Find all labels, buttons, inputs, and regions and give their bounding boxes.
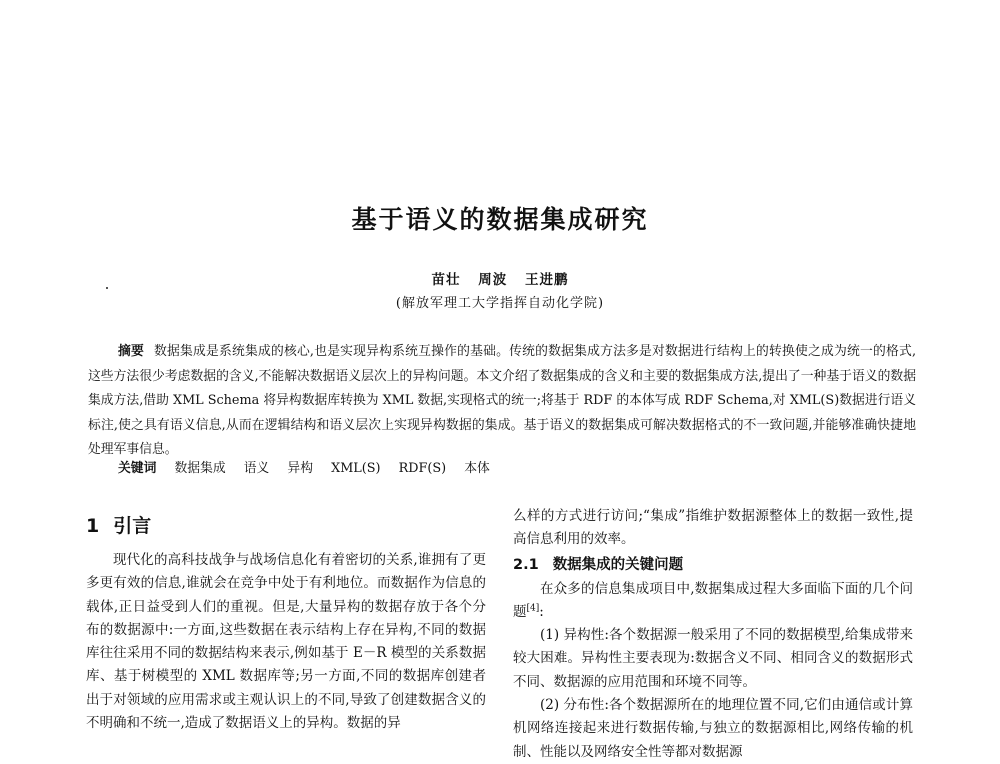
subsection-number: 2.1 — [513, 556, 539, 573]
keyword: 语义 — [243, 461, 270, 476]
continued-paragraph: 么样的方式进行访问;“集成”指维护数据源整体上的数据一致性,提高信息利用的效率。 — [513, 508, 913, 548]
section-heading — [86, 507, 486, 545]
subsection-title: 数据集成的关键问题 — [552, 556, 684, 573]
subsection-heading — [513, 552, 913, 578]
abstract-label: 摘要 — [118, 344, 144, 359]
keyword: 本体 — [464, 461, 490, 476]
section-number: 1 — [86, 515, 100, 537]
subsection-intro — [513, 578, 913, 625]
list-item: (2) 分布性:各个数据源所在的地理位置不同,它们由通信或计算机网络连接起来进行数据传输,与独立的数据源相比,网络传输的机制、性能以及网络安全性等都对数据源 — [513, 697, 913, 760]
paper-title: 基于语义的数据集成研究 — [351, 205, 649, 234]
intro-paragraph: 现代化的高科技战争与战场信息化有着密切的关系,谁拥有了更多更有效的信息,谁就会在竞争中处于有利地位。而数据作为信息的载体,正日益受到人们的重视。但是,大量异构的数据存放于各个分布的数据源中:一方面,这些数据在表示结构上存在异构,不同的数据库往往采用不同的数据结构来表示,例如基于 E－R 模型的关系数据库、基于树模型的 XML 数据库等;另一方面,不同的数据库创建者出于对领域的应用需求或主观认识上的不同,导致了创建数据含义的不明确和不统一,造成了数据语义上的异构。数据的异 — [86, 552, 486, 732]
abstract — [88, 340, 916, 463]
left-column — [86, 507, 486, 735]
citation-ref: [4] — [526, 603, 540, 614]
author-list — [0, 268, 1000, 288]
subsection-intro-tail: : — [539, 603, 544, 620]
abstract-text: 数据集成是系统集成的核心,也是实现异构系统互操作的基础。传统的数据集成方法多是对数据进行结构上的转换使之成为统一的格式,这些方法很少考虑数据的含义,不能解决数据语义层次上的异构问题。本文介绍了数据集成的含义和主要的数据集成方法,提出了一种基于语义的数据集成方法,借助 XML Schema 将异构数据库转换为 XML 数据,实现格式的统一;将基于 RDF 的本体写成 RDF Schema,对 XML(S)数据进行语义标注,使之具有语义信息,从而在逻辑结构和语义层次上实现异构数据的集成。基于语义的数据集成可解决数据格式的不一致问题,并能够准确快捷地处理军事信息。 — [88, 344, 917, 457]
keyword: 异构 — [287, 461, 313, 476]
subsection-intro-text: 在众多的信息集成项目中,数据集成过程大多面临下面的几个问题 — [513, 580, 913, 620]
author-name: 苗壮 — [431, 272, 461, 288]
author-name: 周波 — [478, 272, 508, 288]
keyword: XML(S) — [331, 461, 381, 476]
author-affiliation: (解放军理工大学指挥自动化学院) — [395, 296, 605, 311]
keywords — [118, 457, 918, 476]
section-title: 引言 — [113, 515, 152, 537]
keywords-label: 关键词 — [118, 461, 157, 476]
keyword: 数据集成 — [174, 461, 226, 476]
author-name: 王进鹏 — [524, 272, 569, 288]
list-item: (1) 异构性:各个数据源一般采用了不同的数据模型,给集成带来较大困难。异构性主要表现为:数据含义不同、相同含义的数据形式不同、数据源的应用范围和环境不同等。 — [513, 627, 913, 690]
keyword: RDF(S) — [398, 461, 447, 476]
right-column — [513, 505, 913, 764]
